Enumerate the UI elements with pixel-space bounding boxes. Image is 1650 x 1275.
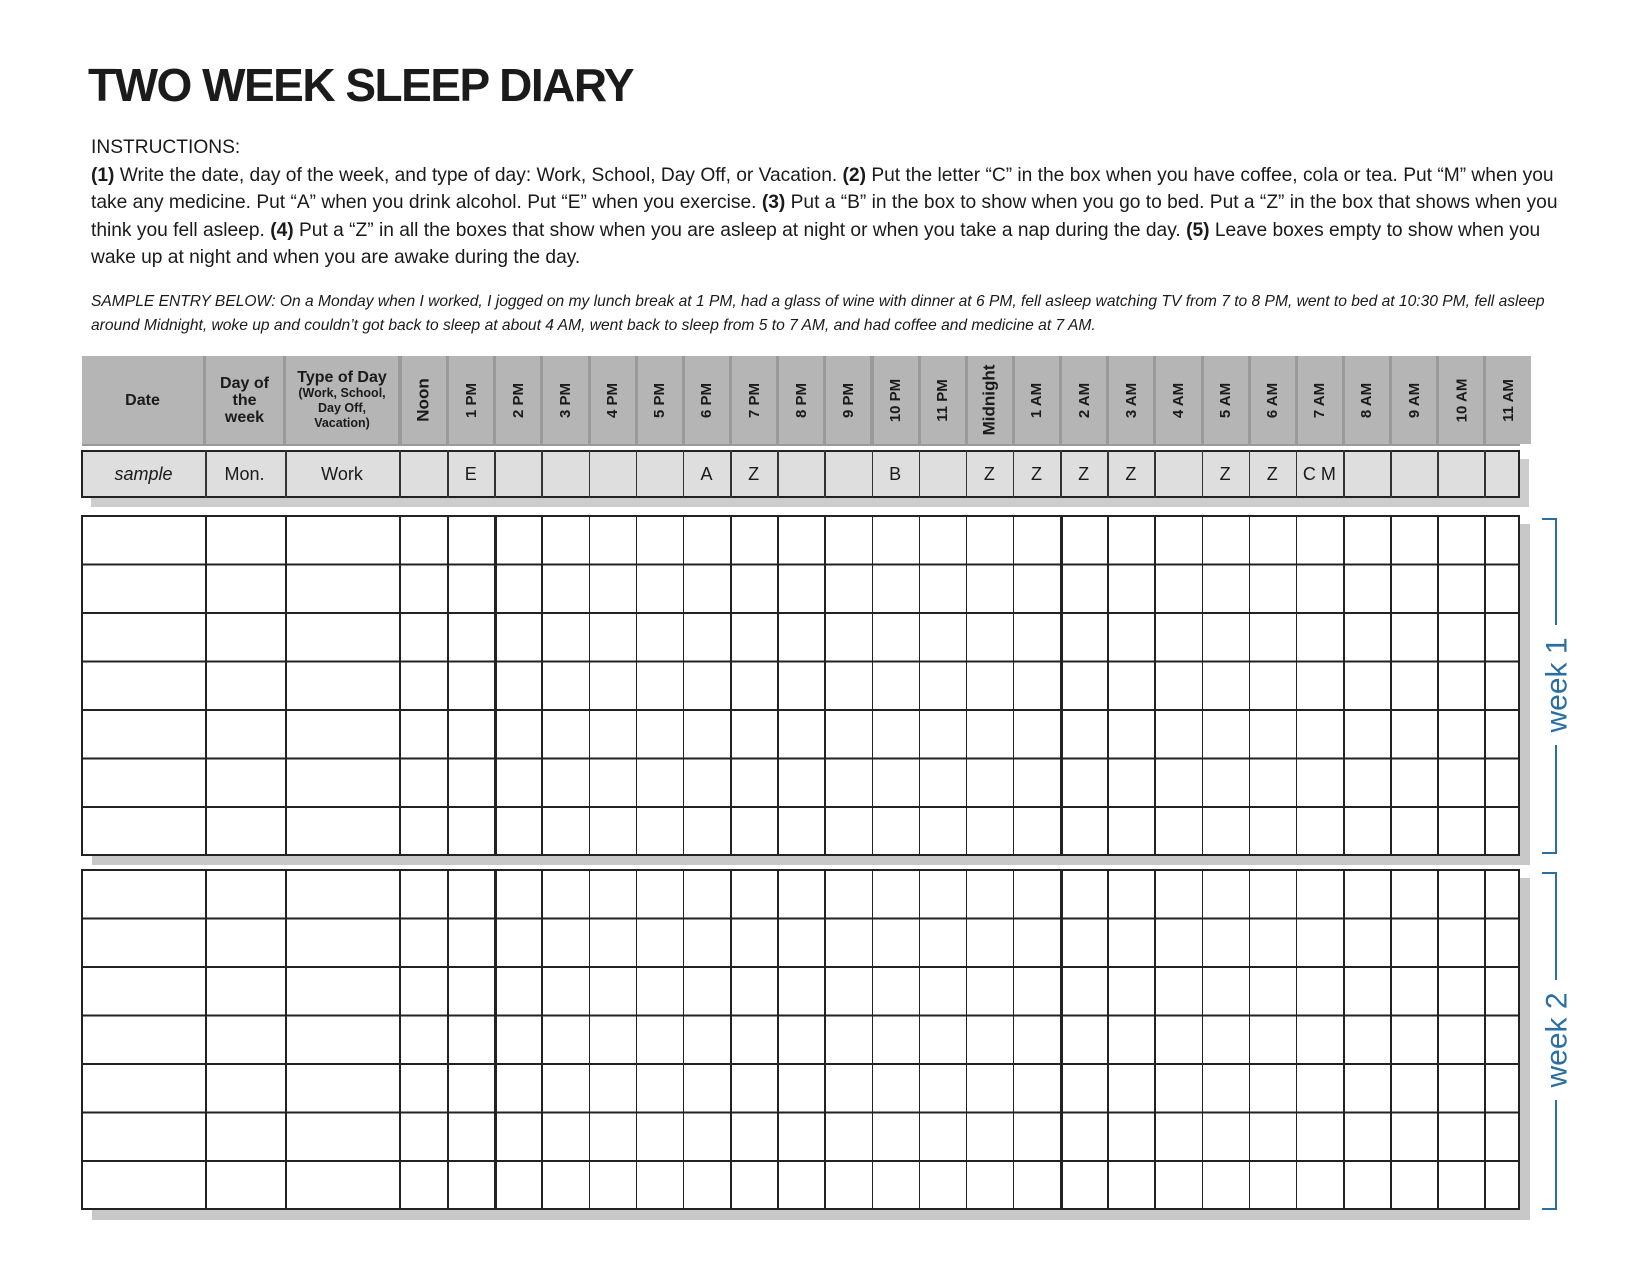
header-hour-label: 11 PM [934, 378, 952, 422]
header-hour [449, 356, 493, 444]
grid-column-divider [636, 515, 638, 856]
header-hour [496, 356, 540, 444]
sample-column-divider [824, 450, 826, 498]
sample-hour-cell [919, 452, 966, 496]
sample-hour-cell: Z [1031, 463, 1042, 484]
sample-hour-cell: E [464, 463, 477, 484]
sample-column-divider [494, 450, 496, 498]
header-subline: Vacation) [314, 416, 370, 430]
grid-column-divider [1484, 869, 1486, 1210]
grid-column-divider [589, 869, 591, 1210]
grid-column-divider [1249, 869, 1251, 1210]
header-hour [402, 356, 446, 444]
grid-column-divider [1296, 869, 1298, 1210]
instructions-steps [91, 162, 1571, 272]
sample-hour-cell: Z [1219, 463, 1231, 484]
bracket-top [1542, 518, 1556, 520]
grid-column-divider [447, 515, 449, 856]
grid-column-divider [1013, 869, 1015, 1210]
sample-column-divider [1107, 450, 1109, 498]
sample-hour-cell: C M [1302, 463, 1336, 484]
header-hour [968, 356, 1012, 444]
header-hour-label: 9 PM [839, 382, 857, 418]
header-hour [591, 356, 635, 444]
header-hour-label: 6 AM [1264, 382, 1282, 418]
sample-column-divider [1013, 450, 1015, 498]
header-hour-label: Midnight [979, 364, 999, 436]
grid-column-divider [683, 869, 685, 1210]
grid-column-divider [1484, 515, 1486, 856]
grid-column-divider [1202, 515, 1204, 856]
header-line: week [224, 408, 265, 426]
sample-hour-cell: Z [748, 463, 760, 484]
header-hour-label: 6 PM [698, 382, 716, 418]
header-hour-label: 1 AM [1028, 382, 1046, 418]
sample-day: Mon. [224, 463, 265, 484]
sample-hour-cell: Z [1078, 463, 1090, 484]
header-hour [1204, 356, 1248, 444]
grid-column-divider [1013, 515, 1015, 856]
grid-column-divider [777, 869, 779, 1210]
sample-hour-cell [824, 452, 871, 496]
grid-column-divider [1202, 869, 1204, 1210]
week-2-label [1530, 980, 1586, 1100]
grid-column-divider [730, 869, 732, 1210]
step-text: Write the date, day of the week, and type of day: Work, School, Day Off, or Vacation. [114, 164, 843, 186]
grid-column-divider [824, 515, 826, 856]
header-hour-label: 10 AM [1452, 378, 1470, 422]
grid-column-divider [1437, 515, 1439, 856]
header-subline: Day Off, [318, 401, 366, 415]
sample-description: SAMPLE ENTRY BELOW: On a Monday when I worked, I jogged on my lunch break at 1 PM, had a glass of wine with dinner at 6 PM, fell asleep watching TV from 7 to 8 PM, went to bed at 10:30 PM, fell asleep around Midnight, woke up and couldn’t got back to sleep at about 4 AM, went back to sleep from 5 to 7 AM, and had coffee and medicine at 7 AM. [91, 293, 1545, 334]
sample-column-divider [919, 450, 921, 498]
grid-column-divider [1343, 869, 1345, 1210]
header-hour-label: 11 AM [1500, 378, 1518, 422]
grid-column-divider [494, 869, 497, 1210]
header-hour-label: 8 PM [792, 382, 810, 418]
step-number: (3) [761, 192, 786, 213]
step-number: (2) [842, 164, 866, 186]
header-hour-label: 9 AM [1405, 382, 1423, 418]
header-hour [874, 356, 918, 444]
grid-column-divider [824, 869, 826, 1210]
sample-hour-cell [1343, 452, 1390, 496]
grid-column-divider [1390, 869, 1392, 1210]
header-hour [1392, 356, 1436, 444]
header-day-of-week [206, 356, 283, 444]
grid-column-divider [1107, 869, 1109, 1210]
header-hour [921, 356, 965, 444]
header-hour-label: 5 PM [651, 382, 669, 418]
sample-column-divider [1296, 450, 1298, 498]
sample-hour-cell: B [889, 463, 902, 484]
sample-column-divider [966, 450, 968, 498]
header-hour [1298, 356, 1342, 444]
header-hour-label: 4 PM [604, 382, 622, 418]
header-hour-label: 4 AM [1169, 382, 1187, 418]
header-hour-label: 10 PM [887, 378, 905, 422]
sample-hour-cell [589, 452, 636, 496]
sample-date: sample [114, 463, 173, 484]
header-hour [826, 356, 870, 444]
grid-column-divider [541, 869, 543, 1210]
grid-column-divider [966, 869, 968, 1210]
grid-column-divider [919, 515, 921, 856]
grid-column-divider [447, 869, 449, 1210]
sample-column-divider [205, 450, 207, 498]
sample-column-divider [1060, 450, 1062, 498]
grid-column-divider [205, 515, 207, 856]
instructions-heading: INSTRUCTIONS: [91, 137, 241, 158]
header-date-label: Date [125, 391, 160, 409]
header-hour [1062, 356, 1106, 444]
header-hour [1345, 356, 1389, 444]
sample-column-divider [1154, 450, 1156, 498]
grid-column-divider [966, 515, 968, 856]
header-hour-label: 2 AM [1075, 382, 1093, 418]
header-hour-label: 5 AM [1217, 382, 1235, 418]
sample-column-divider [541, 450, 543, 498]
header-hour-label: 3 PM [557, 382, 575, 418]
grid-column-divider [494, 515, 497, 856]
step-number: (4) [270, 219, 294, 241]
header-date [82, 356, 203, 444]
step-text: Put a “Z” in all the boxes that show when you are asleep at night or when you take a nap during the day. [293, 219, 1187, 241]
header-type-of-day [286, 356, 398, 444]
sample-column-divider [1437, 450, 1439, 498]
grid-column-divider [683, 515, 685, 856]
header-hour-label: 3 AM [1122, 382, 1140, 418]
sample-column-divider [872, 450, 874, 498]
sample-column-divider [589, 450, 591, 498]
header-hour [1015, 356, 1059, 444]
sample-type: Work [321, 463, 363, 484]
sample-hour-cell [1484, 452, 1531, 496]
header-line: Type of Day [297, 369, 387, 386]
grid-column-divider [1060, 515, 1063, 856]
sample-hour-cell: Z [1266, 463, 1278, 484]
sample-column-divider [683, 450, 685, 498]
grid-column-divider [1296, 515, 1298, 856]
grid-column-divider [285, 515, 287, 856]
bracket-bottom [1542, 1208, 1556, 1210]
grid-column-divider [777, 515, 779, 856]
sample-column-divider [1343, 450, 1345, 498]
grid-column-divider [1437, 869, 1439, 1210]
sample-column-divider [636, 450, 638, 498]
grid-column-divider [541, 515, 543, 856]
sample-hour-cell [400, 452, 447, 496]
header-hour [1439, 356, 1483, 444]
page-title: TWO WEEK SLEEP DIARY [88, 59, 634, 111]
step-number: (5) [1186, 219, 1210, 241]
header-type-of-day-label [297, 369, 387, 431]
sample-hour-cell: Z [1125, 463, 1137, 484]
header-hour [1156, 356, 1200, 444]
sample-column-divider [1484, 450, 1486, 498]
grid-column-divider [205, 869, 207, 1210]
header-hour [543, 356, 587, 444]
sample-hour-cell [777, 452, 824, 496]
sample-column-divider [730, 450, 732, 498]
sample-column-divider [777, 450, 779, 498]
sample-column-divider [285, 450, 287, 498]
grid-column-divider [285, 869, 287, 1210]
header-hour [685, 356, 729, 444]
instructions [91, 134, 1571, 272]
step-text: Put the letter “C” in the box when you have coffee, cola or tea. Put “M” when you take any medicine. Put “A” when you drink alcohol. Put “E” when you exercise. [91, 164, 1554, 213]
header-hour [1251, 356, 1295, 444]
header-hour [779, 356, 823, 444]
header-hour-label: 7 PM [745, 382, 763, 418]
header-hour [1486, 356, 1530, 444]
header-subline: (Work, School, [298, 386, 386, 400]
grid-column-divider [636, 869, 638, 1210]
header-hour-label: Noon [414, 378, 434, 422]
grid-column-divider [1107, 515, 1109, 856]
sample-hour-cell [1437, 452, 1484, 496]
sample-hour-cell [1390, 452, 1437, 496]
grid-column-divider [399, 515, 401, 856]
grid-column-divider [872, 515, 874, 856]
header-hour [732, 356, 776, 444]
header-hour-label: 2 PM [509, 382, 527, 418]
week-2-label-text: week 2 [1541, 992, 1574, 1088]
step-text: Put a “B” in the box to show when you go to bed. Put a “Z” in the box that shows when you think you fell asleep. [91, 192, 1558, 241]
header-line: Day of [220, 374, 269, 392]
grid-column-divider [1154, 869, 1156, 1210]
header-hour [1109, 356, 1153, 444]
sample-column-divider [399, 450, 401, 498]
grid-column-divider [919, 869, 921, 1210]
grid-column-divider [1154, 515, 1156, 856]
grid-column-divider [399, 869, 401, 1210]
grid-column-divider [872, 869, 874, 1210]
sample-hour-cell [494, 452, 541, 496]
grid-column-divider [1249, 515, 1251, 856]
sample-column-divider [1202, 450, 1204, 498]
grid-column-divider [1060, 869, 1063, 1210]
sample-column-divider [1249, 450, 1251, 498]
grid-column-divider [1390, 515, 1392, 856]
bracket-top [1542, 872, 1556, 874]
sample-hour-cell: A [700, 463, 713, 484]
header-hour [638, 356, 682, 444]
grid-column-divider [1343, 515, 1345, 856]
header-hour-label: 8 AM [1358, 382, 1376, 418]
header-hour-label: 1 PM [462, 382, 480, 418]
grid-column-divider [589, 515, 591, 856]
sample-hour-cell [636, 452, 683, 496]
sample-column-divider [1390, 450, 1392, 498]
step-text: Leave boxes empty to show when you wake up at night and when you are awake during the day. [91, 219, 1541, 268]
header-line: the [232, 391, 257, 409]
week-1-grid[interactable] [81, 515, 1520, 856]
header-day-of-week-label [220, 375, 269, 426]
sample-column-divider [447, 450, 449, 498]
step-number: (1) [91, 164, 115, 186]
header-hour-label: 7 AM [1311, 382, 1329, 418]
bracket-bottom [1542, 852, 1556, 854]
week-1-label-text: week 1 [1541, 637, 1574, 733]
week-2-grid[interactable] [81, 869, 1520, 1210]
grid-column-divider [730, 515, 732, 856]
week-1-label [1530, 625, 1586, 745]
sample-hour-cell [1154, 452, 1201, 496]
sample-hour-cell: Z [983, 463, 995, 484]
sample-hour-cell [541, 452, 588, 496]
